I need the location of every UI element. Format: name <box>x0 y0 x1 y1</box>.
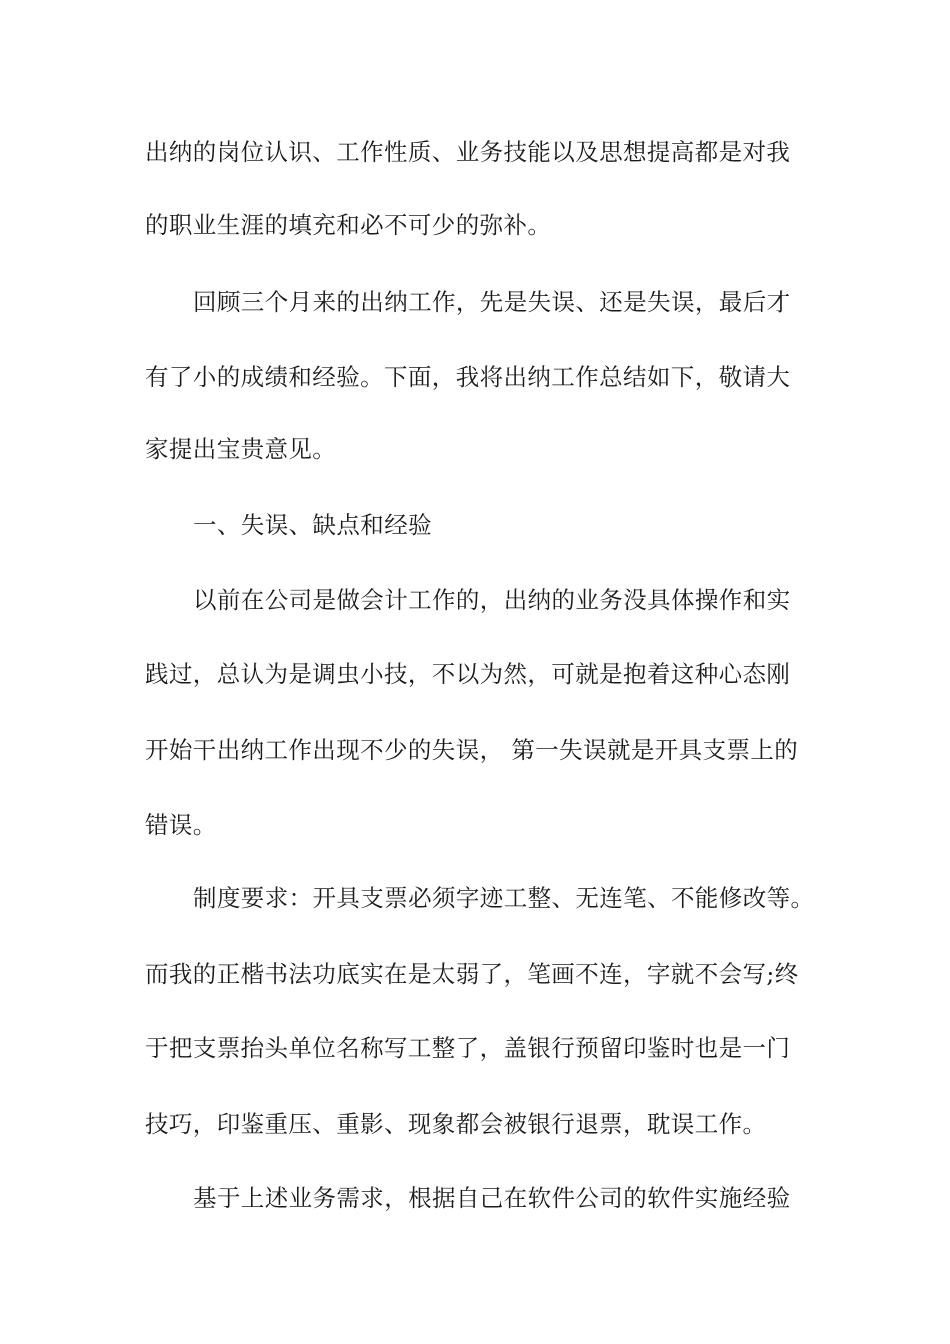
text-line: 的职业生涯的填充和必不可少的弥补。 <box>145 211 552 239</box>
text-line: 践过，总认为是调虫小技，不以为然，可就是抱着这种心态刚 <box>145 660 791 688</box>
text-line: 技巧，印鉴重压、重影、现象都会被银行退票，耽误工作。 <box>145 1110 767 1138</box>
paragraph-start-line: 制度要求：开具支票必须字迹工整、无连笔、不能修改等。 <box>193 884 815 912</box>
text-line: 有了小的成绩和经验。下面，我将出纳工作总结如下，敬请大 <box>145 363 791 391</box>
text-line: 开始干出纳工作出现不少的失误， 第一失误就是开具支票上的 <box>145 736 799 764</box>
section-heading: 一、失误、缺点和经验 <box>193 511 432 539</box>
paragraph-start-line: 基于上述业务需求，根据自己在软件公司的软件实施经验 <box>193 1184 791 1212</box>
text-line: 出纳的岗位认识、工作性质、业务技能以及思想提高都是对我 <box>145 138 791 166</box>
text-line: 家提出宝贵意见。 <box>145 435 337 463</box>
text-line: 错误。 <box>145 811 217 839</box>
text-line: 于把支票抬头单位名称写工整了，盖银行预留印鉴时也是一门 <box>145 1034 791 1062</box>
paragraph-start-line: 以前在公司是做会计工作的，出纳的业务没具体操作和实 <box>193 586 791 614</box>
text-line: 而我的正楷书法功底实在是太弱了，笔画不连，字就不会写;终 <box>145 960 799 988</box>
paragraph-start-line: 回顾三个月来的出纳工作，先是失误、还是失误，最后才 <box>193 288 791 316</box>
